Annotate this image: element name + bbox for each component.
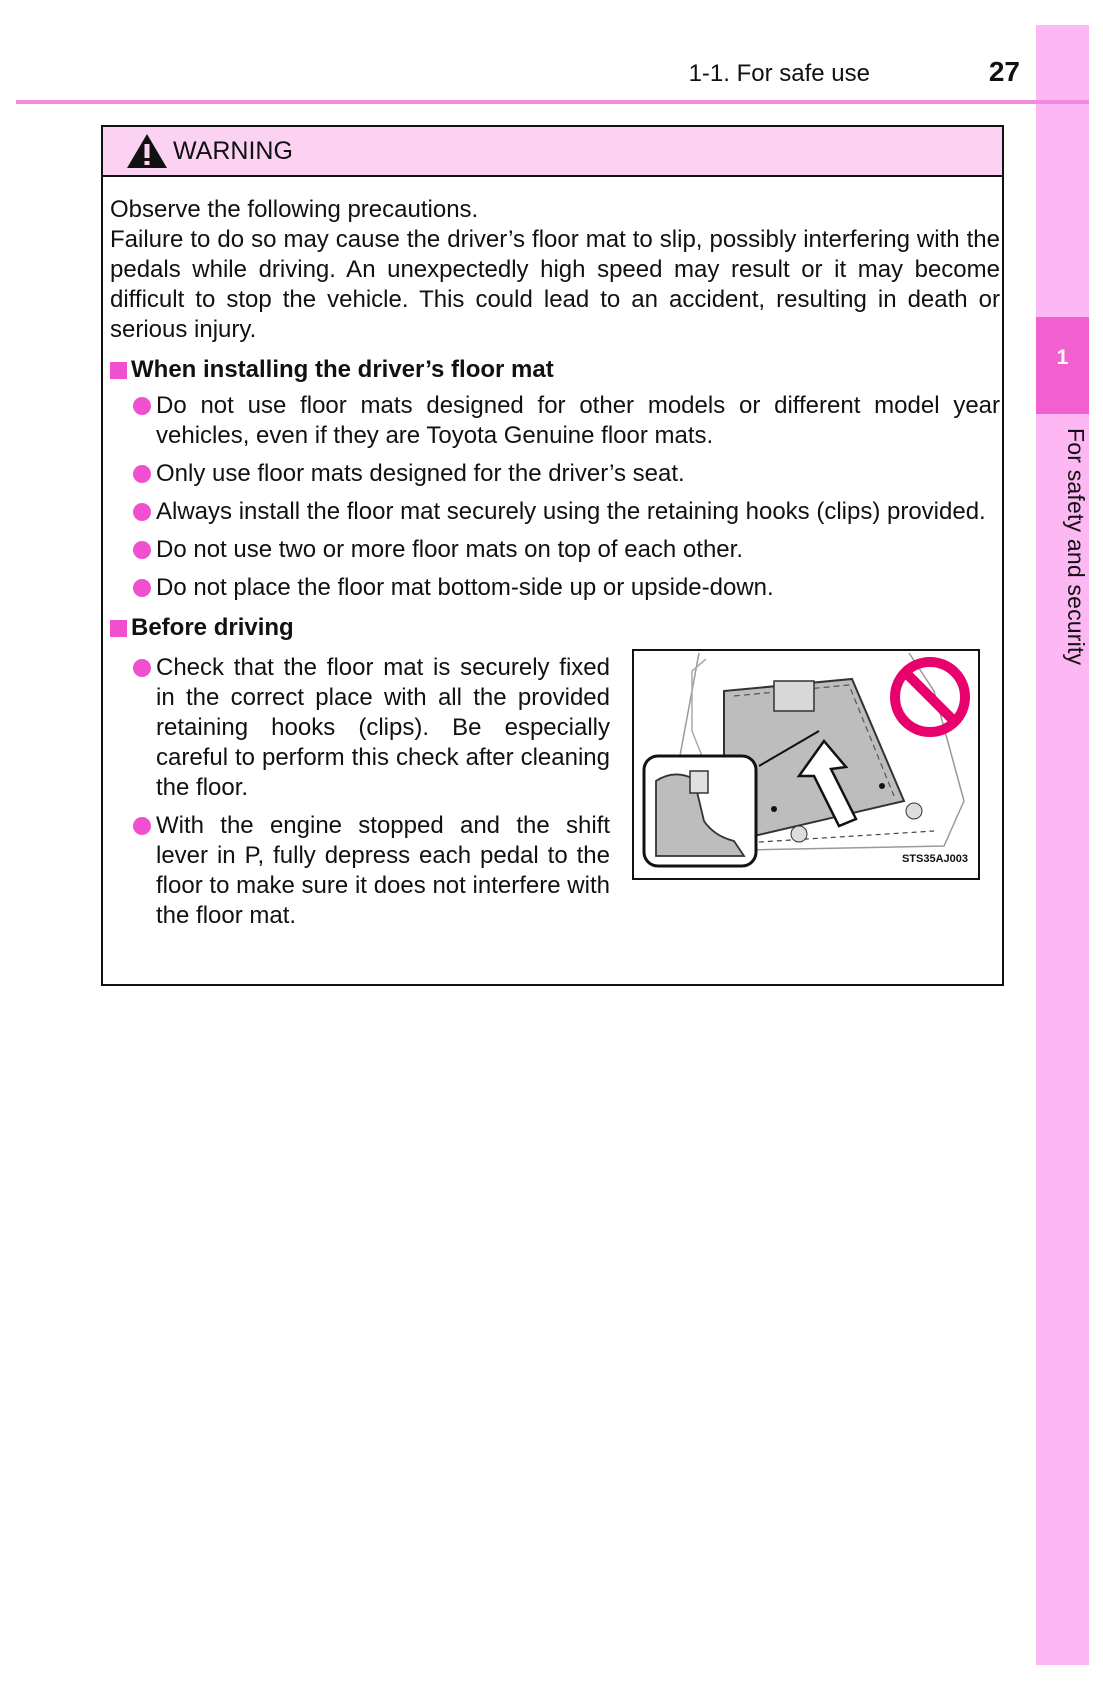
section-heading-text: Before driving — [131, 614, 294, 641]
square-bullet-icon — [110, 620, 127, 637]
list-item — [110, 573, 1000, 603]
prohibited-icon — [895, 662, 965, 732]
square-bullet-icon — [110, 362, 127, 379]
before-driving-block — [110, 653, 1000, 939]
list-item — [110, 811, 610, 931]
list-item-text: Check that the floor mat is securely fixed in the correct place with all the provided retaining hooks (clips). Be especially careful to perform this check after cleaning the floor. — [156, 654, 610, 801]
intro-paragraph: Failure to do so may cause the driver’s floor mat to slip, possibly interfering with the pedals while driving. An unexpectedly high speed may result or it may become difficult to stop the vehicle. This could lead to an accident, resulting in death or serious injury. — [110, 226, 1000, 343]
list-item — [110, 535, 1000, 565]
list-item-text: Always install the floor mat securely using the retaining hooks (clips) provided. — [156, 498, 986, 525]
warning-title: WARNING — [173, 136, 293, 165]
chapter-side-tab — [1036, 25, 1089, 1665]
warning-triangle-icon — [125, 132, 169, 170]
page-number: 27 — [988, 56, 1020, 87]
warning-header — [103, 127, 1002, 177]
section-heading — [110, 355, 1000, 385]
list-item-text: Only use floor mats designed for the driver’s seat. — [156, 460, 685, 487]
section-heading — [110, 613, 1000, 643]
round-bullet-icon — [133, 817, 151, 835]
figure-code: STS35AJ003 — [901, 853, 968, 865]
list-item-text: Do not place the floor mat bottom-side up or upside-down. — [156, 574, 774, 601]
warning-box — [101, 125, 1004, 986]
round-bullet-icon — [133, 659, 151, 677]
list-item — [110, 497, 1000, 527]
before-driving-list — [110, 653, 610, 939]
header-divider — [16, 100, 1089, 104]
section-title: 1-1. For safe use — [688, 60, 870, 87]
round-bullet-icon — [133, 579, 151, 597]
round-bullet-icon — [133, 465, 151, 483]
round-bullet-icon — [133, 503, 151, 521]
warning-content — [110, 195, 1000, 939]
list-item-text: Do not use floor mats designed for other models or different model year vehicles, even if they are Toyota Genuine floor mats. — [156, 392, 1000, 449]
section-heading-text: When installing the driver’s floor mat — [131, 356, 554, 383]
list-item-text: With the engine stopped and the shift lever in P, fully depress each pedal to the floor to make sure it does not interfere with the floor mat. — [156, 812, 610, 929]
intro-line: Observe the following precautions. — [110, 196, 479, 223]
round-bullet-icon — [133, 541, 151, 559]
chapter-number-tab: 1 — [1036, 317, 1089, 414]
chapter-title: For safety and security — [1063, 428, 1089, 666]
floor-mat-illustration — [632, 649, 980, 880]
round-bullet-icon — [133, 397, 151, 415]
list-item — [110, 391, 1000, 451]
list-item — [110, 459, 1000, 489]
list-item-text: Do not use two or more floor mats on top of each other. — [156, 536, 743, 563]
list-item — [110, 653, 610, 803]
